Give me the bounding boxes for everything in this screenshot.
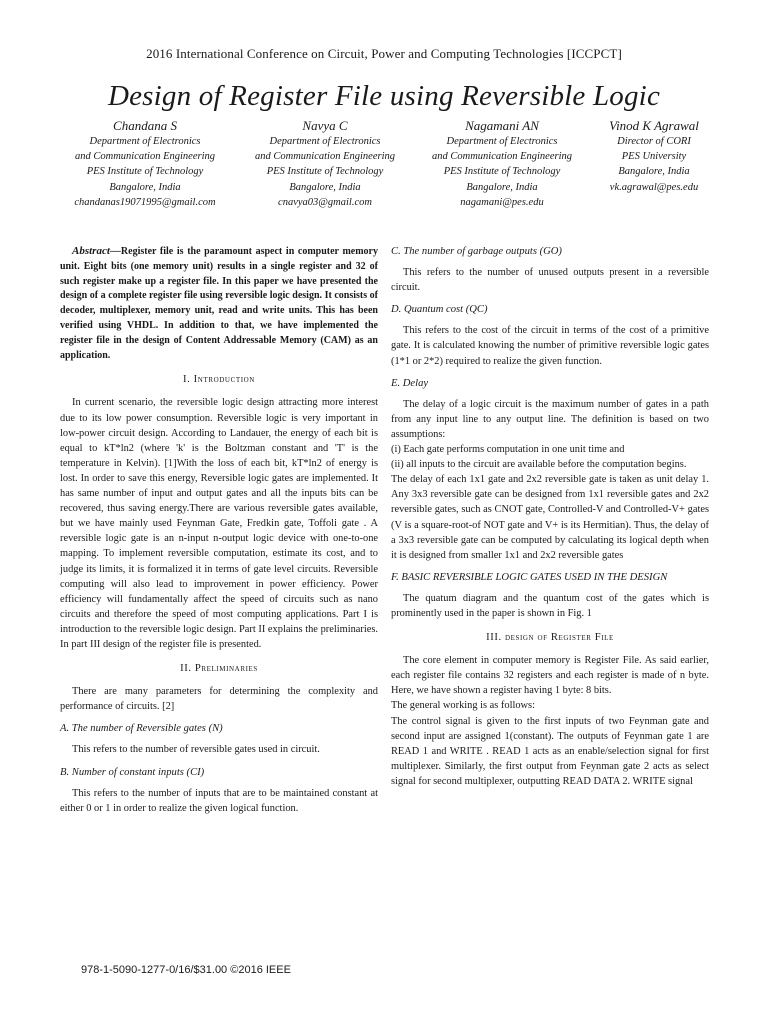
- subsection-heading-e: E. Delay: [391, 377, 429, 389]
- abstract-label: Abstract—: [72, 245, 121, 257]
- author-affiliation: Bangalore, India: [289, 181, 361, 193]
- subsection-e-paragraph: The delay of a logic circuit is the maximum number of gates in a path from any input line to any output line. The definition is based on two assumptions:: [391, 398, 709, 440]
- author-4: [584, 118, 724, 195]
- author-affiliation: and Communication Engineering: [432, 151, 572, 163]
- author-name: Vinod K Agrawal: [609, 118, 699, 133]
- preliminaries-paragraph: There are many parameters for determining the complexity and performance of circuits. [2]: [60, 686, 378, 713]
- author-affiliation: PES Institute of Technology: [266, 166, 384, 178]
- subsection-f-paragraph: The quatum diagram and the quantum cost of the gates which is prominently used in the paper is shown in Fig. 1: [391, 592, 709, 619]
- design-paragraph-2: The general working is as follows:: [391, 700, 535, 712]
- author-3: [417, 118, 587, 210]
- author-affiliation: PES Institute of Technology: [443, 166, 561, 178]
- design-paragraph-3: The control signal is given to the first inputs of two Feynman gate and second input are assigned 1(constant). The outputs of Feynman gate 1 are READ 1 and WRITE . READ 1 acts as an enable/selection signal for first multiplexer. Similarly, the first output from Feynman gate 2 acts as select signal for second multiplexer, outputting READ DATA 2. WRITE signal: [391, 715, 709, 787]
- subsection-heading-a: A. The number of Reversible gates (N): [60, 723, 223, 735]
- author-email: chandanas19071995@gmail.com: [74, 196, 216, 208]
- design-paragraph-1: The core element in computer memory is Register File. As said earlier, each register file contains 32 registers and each register is made of n byte. Here, we have shown a register having 1 byte: 8 bits.: [391, 655, 709, 697]
- section-heading-introduction: I. Introduction: [183, 374, 255, 386]
- subsection-heading-c: C. The number of garbage outputs (GO): [391, 246, 562, 257]
- subsection-heading-d: D. Quantum cost (QC): [391, 304, 488, 316]
- author-block: [60, 118, 720, 218]
- section-heading-preliminaries: II. Preliminaries: [180, 663, 258, 675]
- author-affiliation: PES Institute of Technology: [86, 166, 204, 178]
- left-column: [60, 244, 378, 816]
- subsection-e-item-1: (i) Each gate performs computation in one unit time and: [391, 444, 625, 456]
- subsection-a-paragraph: This refers to the number of reversible gates used in circuit.: [72, 744, 320, 756]
- author-affiliation: PES University: [621, 151, 687, 163]
- author-affiliation: and Communication Engineering: [75, 151, 215, 163]
- author-1: [60, 118, 230, 210]
- abstract: [60, 244, 378, 363]
- author-affiliation: Department of Electronics: [446, 136, 558, 147]
- author-affiliation: and Communication Engineering: [255, 151, 395, 163]
- author-affiliation: Department of Electronics: [89, 136, 201, 147]
- author-name: Chandana S: [113, 118, 177, 133]
- subsection-d-paragraph: This refers to the cost of the circuit in terms of the cost of a primitive gate. It is calculated knowing the number of primitive reversible logic gates (1*1 or 2*2) required to realize the given function.: [391, 325, 709, 367]
- author-affiliation: Director of CORI: [617, 136, 691, 147]
- subsection-e-paragraph-2: The delay of each 1x1 gate and 2x2 reversible gate is taken as unit delay 1. Any 3x3 reversible gate can be designed from 1x1 reversible gates and 2x2 reversible gates, such as CNOT gate, Controlled-V and Controlled-V+ gates (V is a square-root-of NOT gate and V+ is its Hermitian). Thus, the delay of a 3x3 reversible gate can be computed by calculating its logical depth when it is designed from smaller 1x1 and 2x2 reversible gates: [391, 474, 709, 561]
- subsection-heading-b: B. Number of constant inputs (CI): [60, 766, 205, 778]
- subsection-heading-f: F. BASIC REVERSIBLE LOGIC GATES USED IN THE DESIGN: [391, 571, 668, 583]
- author-affiliation: Bangalore, India: [466, 181, 538, 193]
- author-name: Nagamani AN: [465, 118, 539, 133]
- subsection-e-item-2: (ii) all inputs to the circuit are available before the computation begins.: [391, 459, 687, 471]
- author-affiliation: Bangalore, India: [618, 166, 690, 178]
- author-affiliation: Bangalore, India: [109, 181, 181, 193]
- author-affiliation: Department of Electronics: [269, 136, 381, 147]
- abstract-text: Register file is the paramount aspect in computer memory unit. Eight bits (one memory unit) results in a single register and 32 of such register make up a register file. In this paper we have presented the design of a complete register file using reversible logic design. It consists of decoder, multiplexer, memory unit, read and write units. This has been verified using VHDL. In addition to that, we have implemented the register file in the design of Content Addressable Memory (CAM) as an application.: [60, 246, 378, 361]
- subsection-b-paragraph: This refers to the number of inputs that are to be maintained constant at either 0 or 1 in order to realize the given logical function.: [60, 787, 378, 814]
- introduction-paragraph: In current scenario, the reversible logic design attracting more interest due to its low power consumption. Reversible logic is very important in low-power circuit design. According to Landauer, the energy of each bit is equal to kT*ln2 (where 'k' is the Boltzman constant and 'T' is the temperature in Kelvin). [1]With the loss of each bit, kT*ln2 of energy is lost. In order to save this energy, Reversible logic gates are implemented. It has same number of input and output gates and all the inputs bits can be recovered, thus saving energy.There are various reversible gates available, but we have mainly used Feynman Gate, Fredkin gate, Toffoli gate . A reversible logic gate is an n-input n-output logic device with one-to-one mapping. To implement reversible computation, estimate its cost, and to judge its limits, it is formalized it in terms of gate level circuits. Reversible computing will also lead to improvement in power efficiency. Power efficiency will fundamentally affect the speed of circuits such as nano circuits and therefore the speed of most computing applications. Part I is introduction to the reversible logic design. Part II explains the preliminaries. In part III design of the register file is presented.: [60, 397, 378, 650]
- author-email: vk.agrawal@pes.edu: [609, 181, 699, 193]
- author-email: cnavya03@gmail.com: [278, 196, 372, 208]
- copyright-footer: 978-1-5090-1277-0/16/$31.00 ©2016 IEEE: [81, 964, 291, 976]
- paper-title: Design of Register File using Reversible Logic: [107, 80, 661, 112]
- section-heading-design: III. design of Register File: [486, 632, 614, 644]
- author-2: [240, 118, 410, 210]
- conference-header: 2016 International Conference on Circuit, Power and Computing Technologies [ICCPCT]: [146, 46, 622, 61]
- author-name: Navya C: [302, 118, 348, 133]
- subsection-c-paragraph: This refers to the number of unused outputs present in a reversible circuit.: [391, 267, 709, 294]
- author-email: nagamani@pes.edu: [460, 196, 544, 208]
- right-column: [391, 244, 709, 789]
